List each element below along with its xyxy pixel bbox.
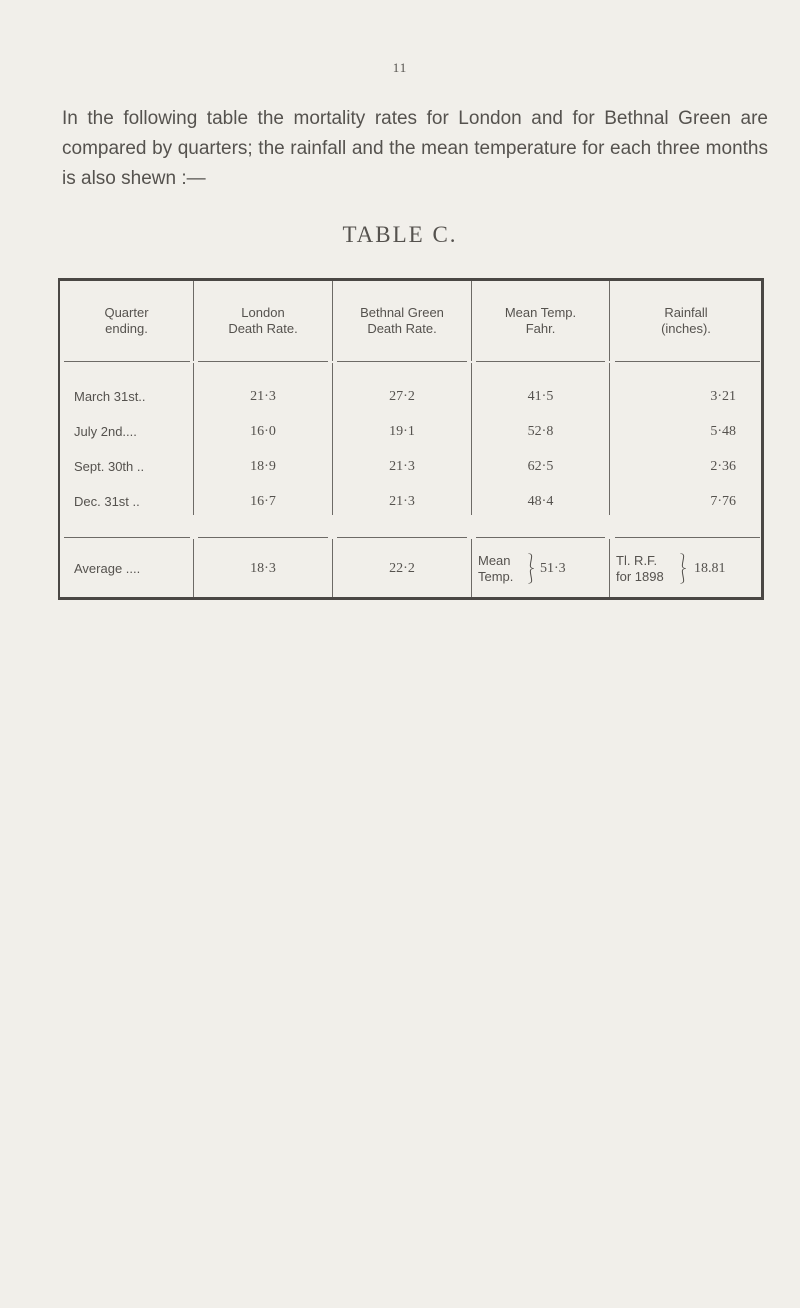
header-quarter-line2: ending. <box>105 321 148 336</box>
row-temp: 62·5 <box>527 459 554 474</box>
row-bethnal: 21·3 <box>389 494 415 509</box>
row-rain: 5·48 <box>710 424 736 439</box>
row-london: 18·9 <box>250 459 276 474</box>
average-temp-label-line2: Temp. <box>478 569 514 584</box>
header-rule <box>615 361 760 362</box>
header-london-line2: Death Rate. <box>228 321 298 336</box>
average-rain-label <box>616 553 664 585</box>
header-temp-line1: Mean Temp. <box>504 305 577 320</box>
header-temp <box>472 305 609 337</box>
row-bethnal: 21·3 <box>389 459 415 474</box>
row-quarter: Sept. 30th .. <box>74 459 145 474</box>
table-c <box>58 278 764 600</box>
average-rain: 18.81 <box>694 561 726 576</box>
table-title: TABLE C. <box>342 222 458 247</box>
header-london <box>194 305 332 337</box>
row-temp: 41·5 <box>527 389 554 404</box>
brace-icon: ⎱ ⎰ <box>524 553 538 584</box>
body-rule <box>615 537 760 538</box>
header-quarter-line1: Quarter <box>104 305 149 320</box>
row-temp: 48·4 <box>527 494 554 509</box>
row-rain: 3·21 <box>710 389 736 404</box>
header-bethnal-line1: Bethnal Green <box>360 305 444 320</box>
header-rain <box>610 305 762 337</box>
row-london: 16·0 <box>250 424 276 439</box>
average-bethnal: 22·2 <box>389 561 415 576</box>
average-london: 18·3 <box>250 561 276 576</box>
average-temp: 51·3 <box>540 561 566 576</box>
header-bethnal-line2: Death Rate. <box>367 321 437 336</box>
row-quarter: Dec. 31st .. <box>74 494 140 509</box>
header-rule <box>476 361 605 362</box>
brace-icon: ⎱ ⎰ <box>676 553 690 584</box>
body-rule <box>64 537 190 538</box>
row-bethnal: 19·1 <box>389 424 415 439</box>
page-number: 11 <box>392 60 408 75</box>
average-temp-label <box>478 553 513 585</box>
row-london: 16·7 <box>250 494 276 509</box>
average-label: Average .... <box>74 561 141 576</box>
body-rule <box>476 537 605 538</box>
header-rule <box>64 361 190 362</box>
average-rain-label-line2: for 1898 <box>616 569 664 584</box>
row-quarter: March 31st.. <box>74 389 146 404</box>
row-rain: 7·76 <box>710 494 736 509</box>
row-rain: 2·36 <box>710 459 736 474</box>
header-rain-line2: (inches). <box>661 321 711 336</box>
header-quarter <box>60 305 193 337</box>
row-london: 21·3 <box>250 389 276 404</box>
header-rule <box>337 361 467 362</box>
row-bethnal: 27·2 <box>389 389 415 404</box>
column-divider <box>609 539 610 597</box>
header-rule <box>198 361 328 362</box>
row-temp: 52·8 <box>527 424 554 439</box>
row-quarter: July 2nd.... <box>74 424 137 439</box>
body-rule <box>198 537 328 538</box>
header-rain-line1: Rainfall <box>664 305 708 320</box>
header-london-line1: London <box>241 305 285 320</box>
average-rain-label-line1: Tl. R.F. <box>616 553 658 568</box>
average-temp-label-line1: Mean <box>478 553 511 568</box>
column-divider <box>471 539 472 597</box>
body-rule <box>337 537 467 538</box>
header-bethnal <box>333 305 471 337</box>
header-temp-line2: Fahr. <box>525 321 556 336</box>
intro-paragraph: In the following table the mortality rates for London and for Bethnal Green are compared by quarters; the rainfall and the mean temperature for each three months is also shewn :— <box>62 108 768 189</box>
